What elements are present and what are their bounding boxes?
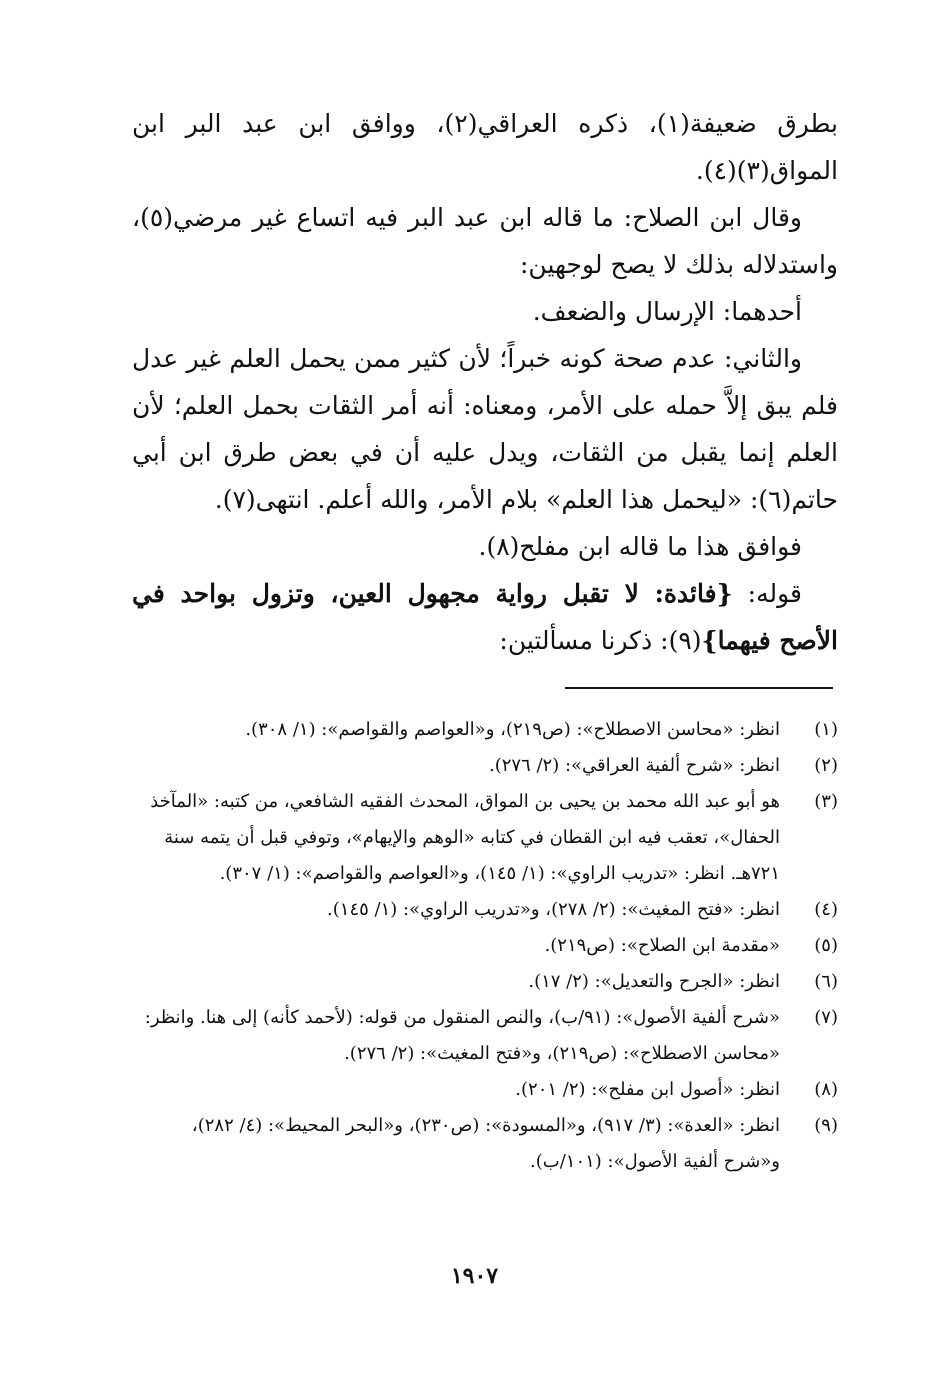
footnote-text: انظر: «محاسن الاصطلاح»: (ص٢١٩)، و«العواصم والقواصم»: (١/ ٣٠٨). [245,719,780,740]
footnote [132,1072,838,1108]
footnote-text: «مقدمة ابن الصلاح»: (ص٢١٩). [544,935,780,956]
quote-continuation: (٩): ذكرنا مسألتين: [499,626,702,655]
footnote-separator [565,687,833,689]
footnote [132,784,838,892]
footnote [132,892,838,928]
paragraph-2: وقال ابن الصلاح: ما قاله ابن عبد البر فيه اتساع غير مرضي(٥)، واستدلاله بذلك لا يصح لوجهين: [132,203,838,279]
paragraph-1: بطرق ضعيفة(١)، ذكره العراقي(٢)، ووافق ابن عبد البر ابن المواق(٣)(٤). [132,109,838,185]
footnote-number: (٦) [814,971,838,992]
footnote-number: (٤) [814,899,838,920]
footnote-number: (٩) [814,1115,838,1136]
quote-intro: قوله: [732,579,802,608]
footnotes [132,712,838,1180]
footnote-text: انظر: «العدة»: (٣/ ٩١٧)، و«المسودة»: (ص٢٣٠)، و«البحر المحيط»: (٤/ ٢٨٢)، و«شرح ألفية الأصول»: (١٠١/ب). [191,1115,780,1172]
footnote-text: انظر: «أصول ابن مفلح»: (٢/ ٢٠١). [515,1079,780,1100]
footnote-text: انظر: «شرح ألفية العراقي»: (٢/ ٢٧٦). [488,755,780,776]
page-number: ١٩٠٧ [450,1263,499,1289]
footnote [132,928,838,964]
footnote-number: (٧) [814,1007,838,1028]
footnote-number: (٥) [814,935,838,956]
footnote [132,1000,838,1072]
footnote-text: انظر: «الجرح والتعديل»: (٢/ ١٧). [528,971,780,992]
paragraph-6 [132,570,838,664]
footnote-text: هو أبو عبد الله محمد بن يحيى بن المواق، المحدث الفقيه الشافعي، من كتبه: «المآخذ الحفال»، تعقب فيه ابن القطان في كتابه «الوهم والإيهام»، وتوفي قبل أن يتمه سنة ٧٢١هـ. انظر: «تدريب الراوي»: (١/ ١٤٥)، و«العواصم والقواصم»: (١/ ٣٠٧). [150,791,780,884]
footnote-number: (٣) [814,791,838,812]
footnote [132,712,838,748]
footnote-number: (١) [814,719,838,740]
footnote-text: انظر: «فتح المغيث»: (٢/ ٢٧٨)، و«تدريب الراوي»: (١/ ١٤٥). [327,899,780,920]
footnote [132,748,838,784]
paragraph-3: أحدهما: الإرسال والضعف. [532,297,802,326]
paragraph-5: فوافق هذا ما قاله ابن مفلح(٨). [478,532,802,561]
footnote-text: «شرح ألفية الأصول»: (٩١/ب)، والنص المنقول من قوله: (لأحمد كأنه) إلى هنا. وانظر: «محاسن الاصطلاح»: (ص٢١٩)، و«فتح المغيث»: (٢/ ٢٧٦). [144,1007,780,1064]
main-text [132,100,838,664]
quoted-matn: {فائدة: لا تقبل رواية مجهول العين، وتزول بواحد في الأصح فيهما} [132,579,838,655]
footnote-number: (٨) [814,1079,838,1100]
footnote-number: (٢) [814,755,838,776]
paragraph-4: والثاني: عدم صحة كونه خبراً؛ لأن كثير ممن يحمل العلم غير عدل فلم يبق إلاَّ حمله على الأمر، ومعناه: أنه أمر الثقات بحمل العلم؛ لأن العلم إنما يقبل من الثقات، ويدل عليه أن في بعض طرق ابن أبي حاتم(٦): «ليحمل هذا العلم» بلام الأمر، والله أعلم. انتهى(٧). [132,344,838,514]
footnote [132,1108,838,1180]
footnote [132,964,838,1000]
